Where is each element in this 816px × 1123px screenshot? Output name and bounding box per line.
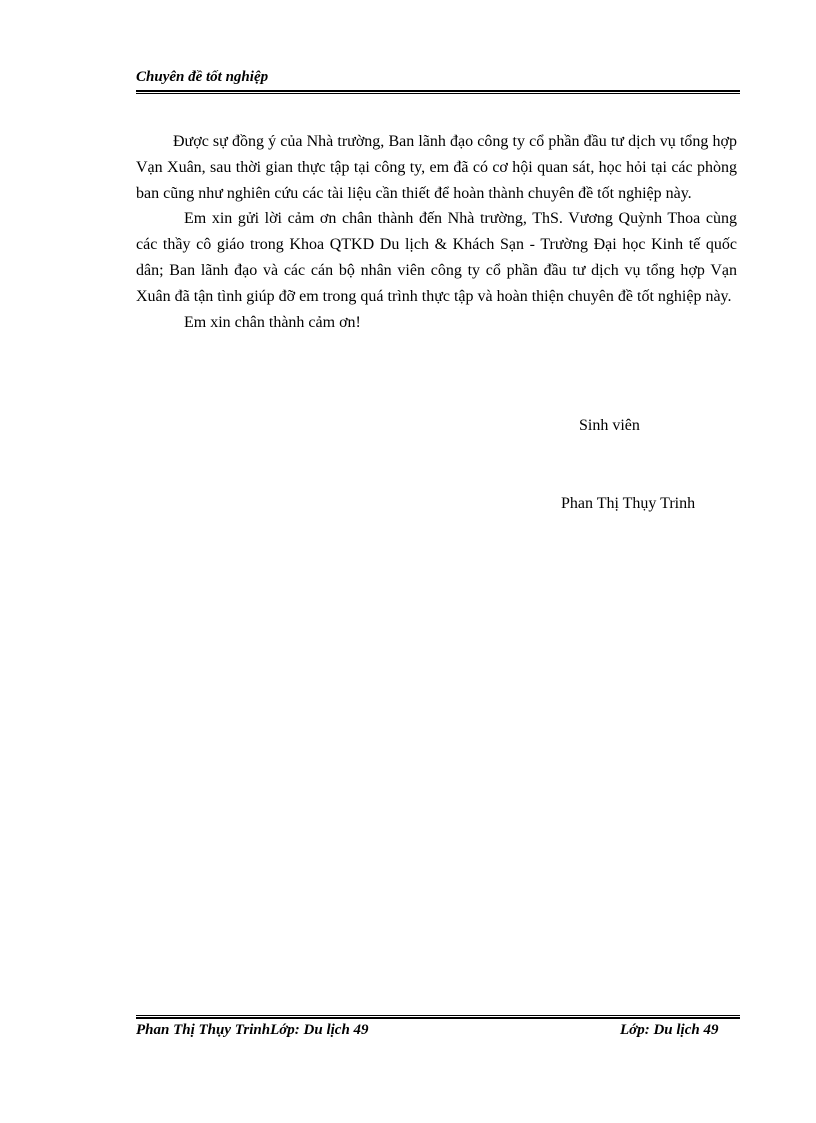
paragraph-closing: Em xin chân thành cảm ơn! [184,313,361,331]
header-divider [136,90,740,94]
footer-divider [136,1015,740,1019]
footer-author-class: Phan Thị Thụy TrinhLớp: Du lịch 49 [136,1022,369,1038]
footer-class: Lớp: Du lịch 49 [620,1022,719,1038]
paragraph-thanks: Em xin gửi lời cảm ơn chân thành đến Nhà trường, ThS. Vương Quỳnh Thoa cùng các thầy cô giáo trong Khoa QTKD Du lịch & Khách Sạn - Trường Đại học Kinh tế quốc dân; Ban lãnh đạo và các cán bộ nhân viên công ty cổ phần đầu tư dịch vụ tổng hợp Vạn Xuân đã tận tình giúp đỡ em trong quá trình thực tập và hoàn thiện chuyên đề tốt nghiệp này. [136,210,737,305]
page-header-title: Chuyên đề tốt nghiệp [136,69,269,85]
paragraph-intro: Được sự đồng ý của Nhà trường, Ban lãnh đạo công ty cổ phần đầu tư dịch vụ tổng hợp Vạn Xuân, sau thời gian thực tập tại công ty, em đã có cơ hội quan sát, học hỏi tại các phòng ban cũng như nghiên cứu các tài liệu cần thiết để hoàn thành chuyên đề tốt nghiệp này. [136,133,737,202]
document-body [136,129,737,335]
signature-role: Sinh viên [579,417,640,434]
signature-name: Phan Thị Thụy Trinh [561,495,696,512]
